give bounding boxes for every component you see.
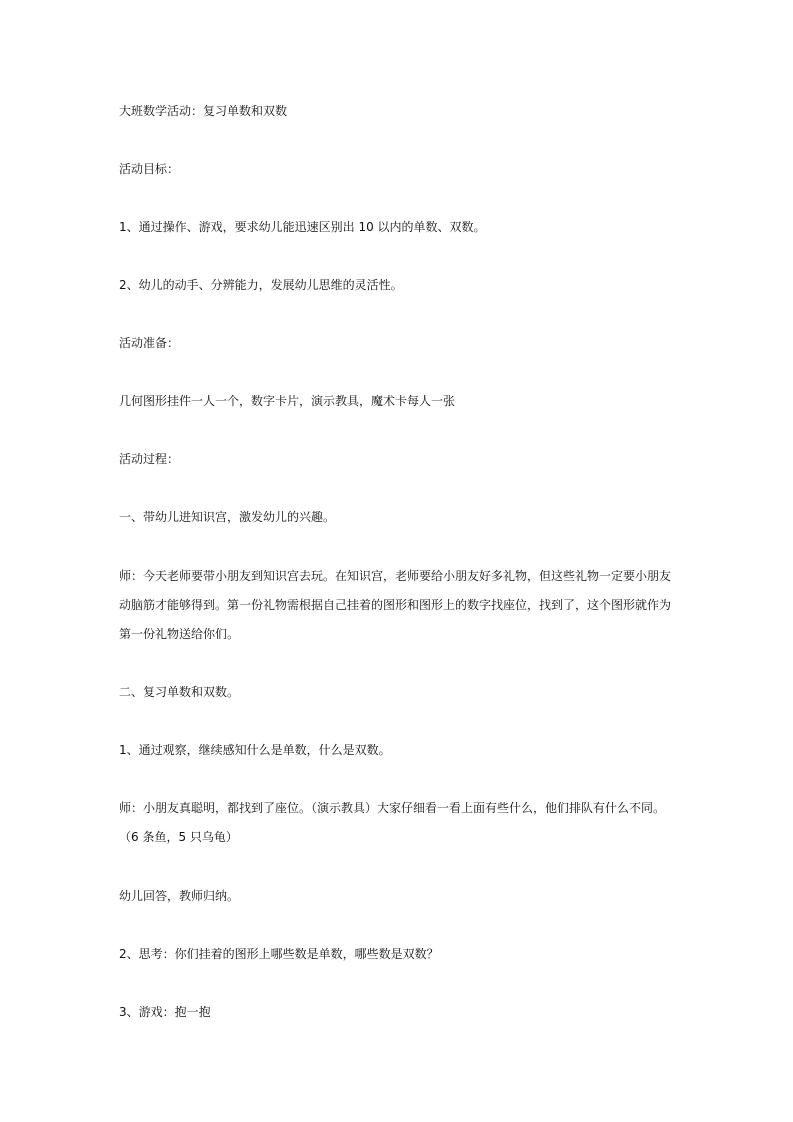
teacher-speech-2-line-2: （6 条鱼，5 只乌龟） [119,830,238,844]
teacher-speech-line-1: 师：今天老师要带小朋友到知识宫去玩。在知识宫，老师要给小朋友好多礼物，但这些礼物一定要小朋友 [119,569,672,583]
heading-activity-preparation: 活动准备： [119,336,180,350]
document-title: 大班数学活动：复习单数和双数 [119,104,288,118]
process-step-1-heading: 一、带幼儿进知识宫，激发幼儿的兴趣。 [119,510,336,524]
heading-activity-process: 活动过程： [119,452,180,466]
preparation-text: 几何图形挂件一人一个，数字卡片，演示教具，魔术卡每人一张 [119,394,456,408]
step-2-item-1: 1、通过观察，继续感知什么是单数，什么是双数。 [119,743,391,757]
teacher-speech-line-3: 第一份礼物送给你们。 [119,627,240,641]
step-2-item-2: 2、思考：你们挂着的图形上哪些数是单数，哪些数是双数？ [119,947,439,961]
teacher-speech-line-2: 动脑筋才能够得到。第一份礼物需根据自己挂着的图形和图形上的数字找座位，找到了，这个图形就作为 [119,598,672,612]
goal-item-2: 2、幼儿的动手、分辨能力，发展幼儿思维的灵活性。 [119,278,403,292]
process-step-2-heading: 二、复习单数和双数。 [119,685,240,699]
goal-item-1: 1、通过操作、游戏，要求幼儿能迅速区别出 10 以内的单数、双数。 [119,220,486,234]
teacher-speech-2-line-1: 师：小朋友真聪明，都找到了座位。（演示教具）大家仔细看一看上面有些什么，他们排队有什么不同。 [119,801,666,815]
step-2-item-3: 3、游戏：抱一抱 [119,1005,211,1019]
children-answer: 幼儿回答，教师归纳。 [119,889,240,903]
heading-activity-goals: 活动目标： [119,162,180,176]
